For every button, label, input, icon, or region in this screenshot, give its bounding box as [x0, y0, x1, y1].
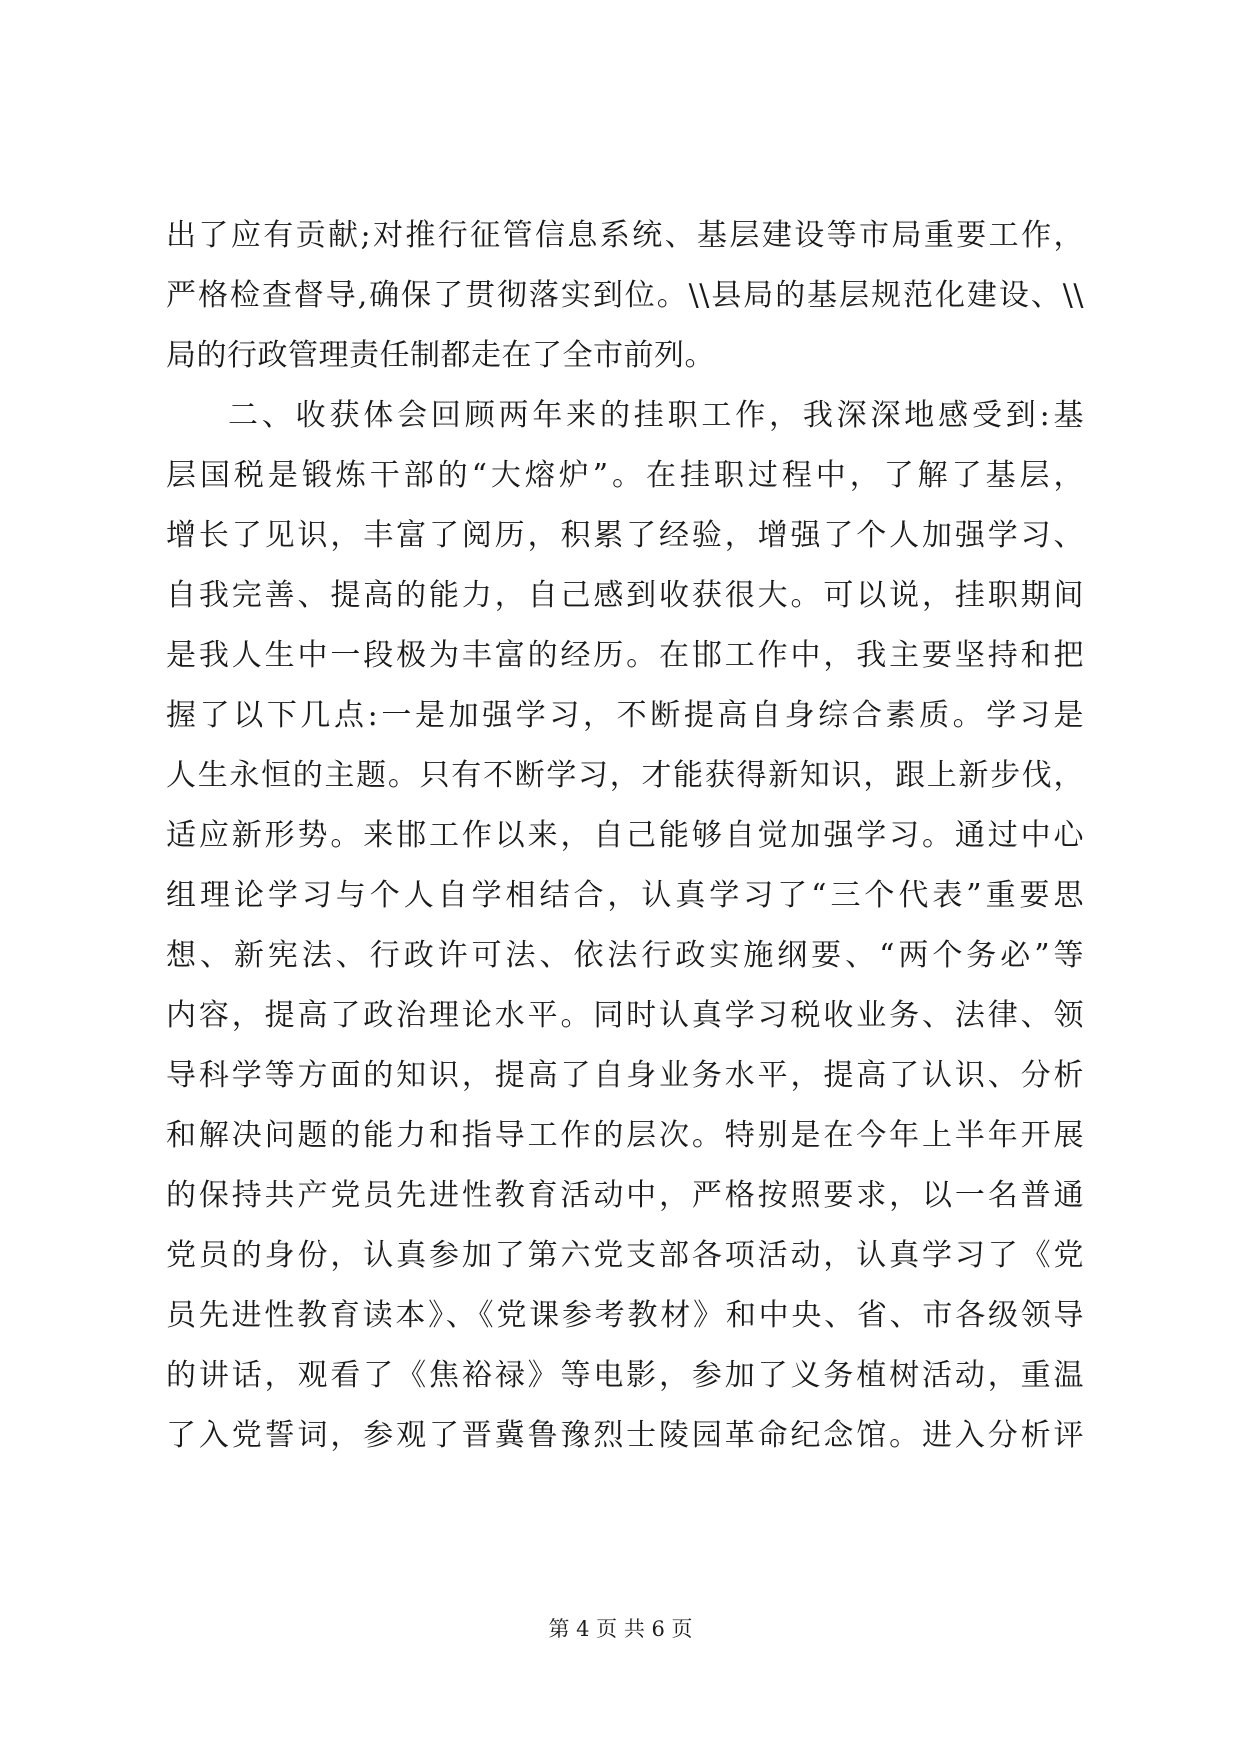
text-line-4: 二、收获体会回顾两年来的挂职工作，我深深地感受到:基 — [228, 398, 1084, 433]
text-line-10: 人生永恒的主题。只有不断学习，才能获得新知识，跟上新步伐， — [166, 758, 1084, 793]
text-line-5: 层国税是锻炼干部的“大熔炉”。在挂职过程中，了解了基层， — [166, 458, 1084, 493]
text-line-2: 严格检查督导,确保了贯彻落实到位。\\县局的基层规范化建设、\\ — [166, 278, 1084, 313]
text-line-12: 组理论学习与个人自学相结合，认真学习了“三个代表”重要思 — [166, 878, 1084, 913]
body-text — [166, 206, 1084, 1466]
text-line-18: 党员的身份，认真参加了第六党支部各项活动，认真学习了《党 — [166, 1238, 1084, 1273]
text-line-1: 出了应有贡献;对推行征管信息系统、基层建设等市局重要工作， — [166, 218, 1084, 253]
text-line-16: 和解决问题的能力和指导工作的层次。特别是在今年上半年开展 — [166, 1118, 1084, 1153]
text-line-7: 自我完善、提高的能力，自己感到收获很大。可以说，挂职期间 — [166, 578, 1084, 613]
text-line-19: 员先进性教育读本》、《党课参考教材》和中央、省、市各级领导 — [166, 1298, 1084, 1333]
text-line-15: 导科学等方面的知识，提高了自身业务水平，提高了认识、分析 — [166, 1058, 1084, 1093]
page-number-label: 第 4 页 共 6 页 — [548, 1617, 693, 1641]
text-line-6: 增长了见识，丰富了阅历，积累了经验，增强了个人加强学习、 — [166, 518, 1084, 553]
text-line-9: 握了以下几点:一是加强学习，不断提高自身综合素质。学习是 — [166, 698, 1084, 733]
page-footer — [0, 1614, 1241, 1644]
text-line-14: 内容，提高了政治理论水平。同时认真学习税收业务、法律、领 — [166, 998, 1084, 1033]
text-line-20: 的讲话，观看了《焦裕禄》等电影，参加了义务植树活动，重温 — [166, 1358, 1084, 1393]
text-line-8: 是我人生中一段极为丰富的经历。在邯工作中，我主要坚持和把 — [166, 638, 1084, 673]
text-line-11: 适应新形势。来邯工作以来，自己能够自觉加强学习。通过中心 — [166, 818, 1084, 853]
text-line-21: 了入党誓词，参观了晋冀鲁豫烈士陵园革命纪念馆。进入分析评 — [166, 1418, 1084, 1453]
text-line-13: 想、新宪法、行政许可法、依法行政实施纲要、“两个务必”等 — [166, 938, 1084, 973]
text-line-17: 的保持共产党员先进性教育活动中，严格按照要求，以一名普通 — [166, 1178, 1084, 1213]
text-line-3: 局的行政管理责任制都走在了全市前列。 — [166, 338, 715, 373]
